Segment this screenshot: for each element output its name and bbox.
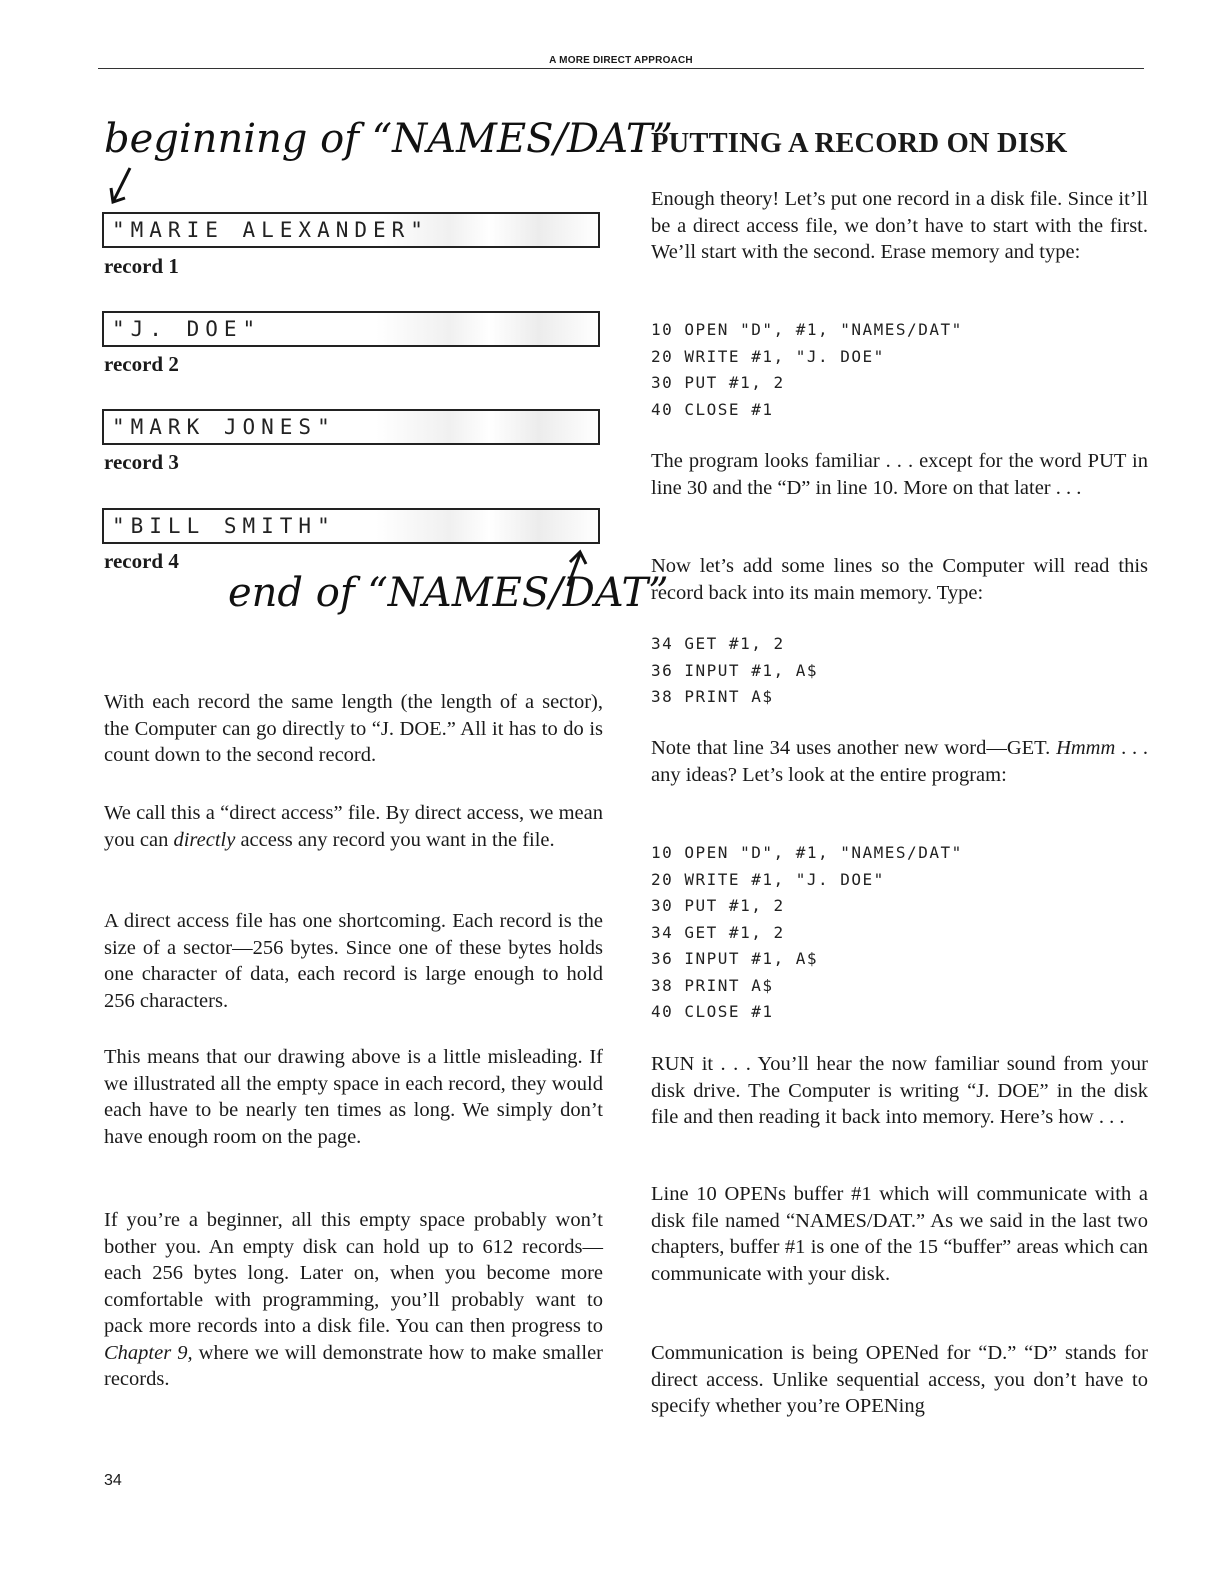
code-line: 36 INPUT #1, A$: [651, 949, 818, 968]
page-number: 34: [104, 1472, 122, 1489]
running-head: A MORE DIRECT APPROACH: [549, 55, 693, 66]
record-content: "MARK JONES": [112, 415, 336, 439]
record-box-1: [102, 212, 600, 248]
record-box-2: [102, 311, 600, 347]
record-box-3: [102, 409, 600, 445]
record-label: record 3: [104, 450, 179, 474]
end-handwritten-note: end of “NAMES/DAT”: [228, 570, 669, 616]
paragraph-line-10: Line 10 OPENs buffer #1 which will communicate with a disk file named “NAMES/DAT.” As we said in the last two chapters, buffer #1 is one of the 15 “buffer” areas which can communicate with your disk.: [651, 1183, 1148, 1285]
paragraph-communication: Communication is being OPENed for “D.” “D” stands for direct access. Unlike sequential access, you don’t have to specify whether you’re OPENing: [651, 1342, 1148, 1417]
paragraph-beginner: If you’re a beginner, all this empty space probably won’t bother you. An empty disk can hold up to 612 records—each 256 bytes long. Later on, when you become more comfortable with programming, you’ll probably want to pack more records into a disk file. You can then progress to Chapter 9, where we will demonstrate how to make smaller records.: [104, 1209, 604, 1390]
record-box-4: [102, 508, 600, 544]
beginning-handwritten-note: beginning of “NAMES/DAT”: [104, 116, 673, 162]
record-label: record 2: [104, 352, 179, 376]
paragraph-direct-access: We call this a “direct access” file. By direct access, we mean you can directly access any record you want in the file.: [104, 802, 603, 851]
paragraph-intro: Enough theory! Let’s put one record in a disk file. Since it’ll be a direct access file, we don’t have to start with the first. We’ll start with the second. Erase memory and type:: [651, 188, 1148, 263]
record-label: record 4: [104, 549, 179, 573]
arrow-down-icon: [108, 166, 138, 206]
code-line: 10 OPEN "D", #1, "NAMES/DAT": [651, 843, 963, 862]
record-content: "BILL SMITH": [112, 514, 336, 538]
record-label: record 1: [104, 254, 179, 278]
record-content: "MARIE ALEXANDER": [112, 218, 429, 242]
header-rule: [98, 68, 1144, 69]
code-line: 40 CLOSE #1: [651, 399, 774, 419]
section-title: PUTTING A RECORD ON DISK: [651, 128, 1068, 159]
paragraph-get: Note that line 34 uses another new word—GET. Hmmm . . . any ideas? Let’s look at the entire program:: [651, 737, 1149, 786]
paragraph-familiar: The program looks familiar . . . except for the word PUT in line 30 and the “D” in line 10. More on that later . . .: [651, 450, 1148, 499]
paragraph-add-lines: Now let’s add some lines so the Computer will read this record back into its main memory. Type:: [651, 555, 1148, 604]
code-listing-3: [651, 840, 963, 1026]
code-line: 34 GET #1, 2: [651, 634, 785, 653]
code-listing-1: [651, 317, 963, 423]
code-line: 20 WRITE #1, "J. DOE": [651, 346, 885, 366]
code-line: 36 INPUT #1, A$: [651, 660, 818, 680]
paragraph-run: RUN it . . . You’ll hear the now familiar sound from your disk drive. The Computer is writing “J. DOE” in the disk file and then reading it back into memory. Here’s how . . .: [651, 1053, 1148, 1128]
code-line: 38 PRINT A$: [651, 975, 774, 995]
paragraph-record-length: With each record the same length (the length of a sector), the Computer can go directly to “J. DOE.” All it has to do is count down to the second record.: [104, 691, 603, 766]
code-line: 34 GET #1, 2: [651, 922, 785, 942]
code-line: 30 PUT #1, 2: [651, 373, 785, 392]
record-content: "J. DOE": [112, 317, 262, 341]
code-line: 40 CLOSE #1: [651, 1002, 774, 1021]
paragraph-shortcoming: A direct access file has one shortcoming. Each record is the size of a sector—256 bytes. Since one of these bytes holds one character of data, each record is large enough to hold 256 characters.: [104, 910, 603, 1012]
code-line: 10 OPEN "D", #1, "NAMES/DAT": [651, 320, 963, 339]
code-line: 38 PRINT A$: [651, 687, 774, 706]
code-line: 30 PUT #1, 2: [651, 896, 785, 915]
code-line: 20 WRITE #1, "J. DOE": [651, 869, 885, 889]
code-listing-2: [651, 631, 818, 711]
paragraph-misleading: This means that our drawing above is a little misleading. If we illustrated all the empty space in each record, they would each have to be nearly ten times as long. We simply don’t have enough room on the page.: [104, 1046, 603, 1148]
